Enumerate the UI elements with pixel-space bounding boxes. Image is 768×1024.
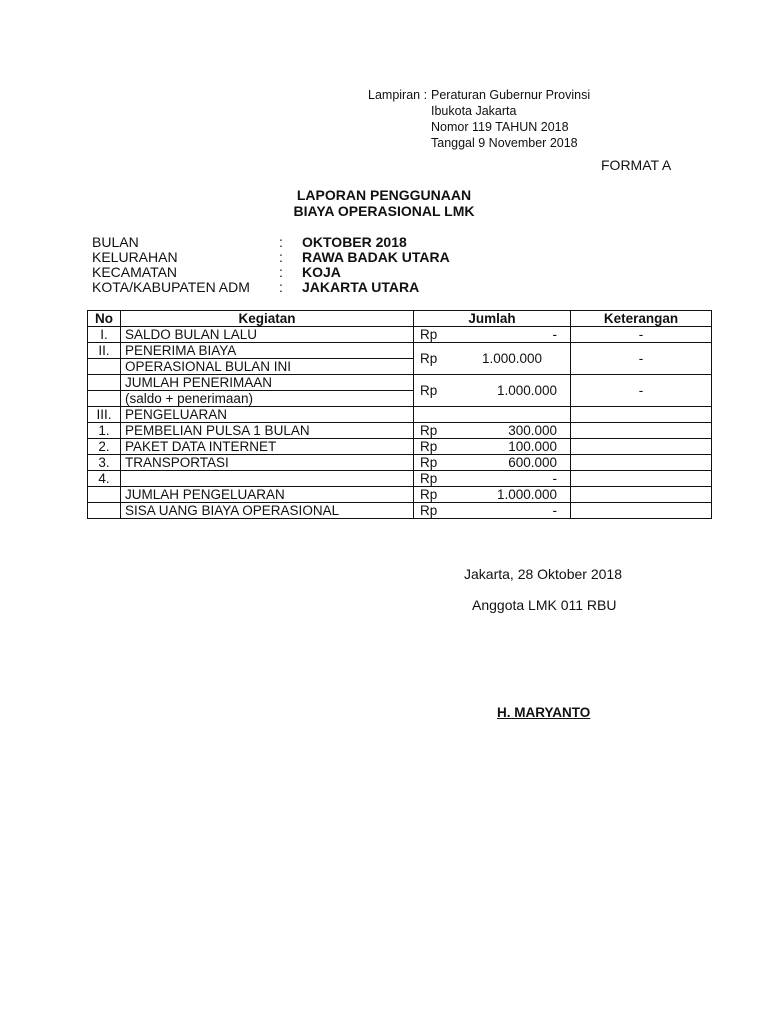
header-jumlah: Jumlah	[414, 311, 571, 327]
currency-label: Rp	[420, 503, 438, 518]
lampiran-line-4: Tanggal 9 November 2018	[431, 136, 578, 150]
amount-value: 1.000.000	[481, 351, 542, 366]
row-jumlah	[414, 487, 571, 503]
row-jumlah	[414, 423, 571, 439]
row-no: II.	[88, 343, 121, 359]
info-label-kelurahan: KELURAHAN	[92, 249, 178, 265]
lampiran-prefix: Lampiran :	[368, 88, 428, 102]
row-keterangan	[571, 455, 712, 471]
currency-label: Rp	[420, 383, 438, 398]
currency-label: Rp	[420, 423, 438, 438]
table-row	[88, 471, 712, 487]
currency-label: Rp	[420, 487, 438, 502]
currency-label: Rp	[420, 351, 438, 366]
row-no	[88, 487, 121, 503]
row-keterangan	[571, 423, 712, 439]
table-row	[88, 439, 712, 455]
header-kegiatan: Kegiatan	[121, 311, 414, 327]
row-jumlah	[414, 343, 571, 375]
row-no: 2.	[88, 439, 121, 455]
currency-label: Rp	[420, 327, 438, 342]
row-kegiatan: PAKET DATA INTERNET	[121, 439, 414, 455]
row-jumlah	[414, 455, 571, 471]
row-keterangan: -	[571, 327, 712, 343]
row-kegiatan: SISA UANG BIAYA OPERASIONAL	[121, 503, 414, 519]
report-title-line-2: BIAYA OPERASIONAL LMK	[293, 203, 475, 219]
row-kegiatan: TRANSPORTASI	[121, 455, 414, 471]
row-kegiatan: JUMLAH PENERIMAAN	[121, 375, 414, 391]
row-keterangan	[571, 471, 712, 487]
amount-value: -	[552, 471, 557, 486]
report-table	[87, 310, 712, 519]
table-row	[88, 375, 712, 391]
amount-value: 300.000	[508, 423, 557, 438]
row-no: I.	[88, 327, 121, 343]
info-colon: :	[279, 249, 283, 265]
signature-place-date: Jakarta, 28 Oktober 2018	[464, 566, 622, 582]
row-kegiatan: PENGELUARAN	[121, 407, 414, 423]
table-row	[88, 327, 712, 343]
row-kegiatan: SALDO BULAN LALU	[121, 327, 414, 343]
lampiran-line-3: Nomor 119 TAHUN 2018	[431, 120, 569, 134]
info-label-kota: KOTA/KABUPATEN ADM	[92, 279, 250, 295]
table-row	[88, 407, 712, 423]
row-no: 3.	[88, 455, 121, 471]
row-kegiatan-cont: (saldo + penerimaan)	[121, 391, 414, 407]
amount-value: -	[552, 503, 557, 518]
row-kegiatan: JUMLAH PENGELUARAN	[121, 487, 414, 503]
info-value-kecamatan: KOJA	[302, 264, 341, 280]
row-jumlah	[414, 407, 571, 423]
info-label-kecamatan: KECAMATAN	[92, 264, 178, 280]
amount-value: 100.000	[508, 439, 557, 454]
row-no: 1.	[88, 423, 121, 439]
row-kegiatan: PENERIMA BIAYA	[121, 343, 414, 359]
row-no	[88, 375, 121, 391]
info-label-bulan: BULAN	[92, 234, 139, 250]
table-row	[88, 487, 712, 503]
info-colon: :	[279, 264, 283, 280]
amount-value: -	[552, 327, 557, 342]
table-row	[88, 423, 712, 439]
table-row	[88, 343, 712, 359]
lampiran-line-1: Peraturan Gubernur Provinsi	[431, 88, 591, 102]
row-keterangan	[571, 503, 712, 519]
row-jumlah	[414, 503, 571, 519]
currency-label: Rp	[420, 471, 438, 486]
row-kegiatan-cont: OPERASIONAL BULAN INI	[121, 359, 414, 375]
table-row	[88, 455, 712, 471]
table-row	[88, 503, 712, 519]
row-no: III.	[88, 407, 121, 423]
lampiran-line-2: Ibukota Jakarta	[431, 104, 517, 118]
info-value-kota: JAKARTA UTARA	[302, 279, 420, 295]
row-jumlah	[414, 439, 571, 455]
row-jumlah	[414, 375, 571, 407]
amount-value: 1.000.000	[496, 383, 557, 398]
info-colon: :	[279, 279, 283, 295]
row-keterangan	[571, 407, 712, 423]
row-keterangan: -	[571, 375, 712, 407]
currency-label: Rp	[420, 439, 438, 454]
info-colon: :	[279, 234, 283, 250]
info-value-bulan: OKTOBER 2018	[302, 234, 407, 250]
row-no	[88, 391, 121, 407]
row-kegiatan	[121, 471, 414, 487]
row-kegiatan: PEMBELIAN PULSA 1 BULAN	[121, 423, 414, 439]
row-no	[88, 503, 121, 519]
row-jumlah	[414, 327, 571, 343]
row-no: 4.	[88, 471, 121, 487]
header-keterangan: Keterangan	[571, 311, 712, 327]
row-jumlah	[414, 471, 571, 487]
info-value-kelurahan: RAWA BADAK UTARA	[302, 249, 450, 265]
signature-role: Anggota LMK 011 RBU	[472, 597, 617, 613]
amount-value: 1.000.000	[496, 487, 557, 502]
row-keterangan	[571, 439, 712, 455]
row-no	[88, 359, 121, 375]
table-header-row	[88, 311, 712, 327]
row-keterangan: -	[571, 343, 712, 375]
currency-label: Rp	[420, 455, 438, 470]
amount-value: 600.000	[508, 455, 557, 470]
signature-name: H. MARYANTO	[497, 705, 591, 720]
header-no: No	[88, 311, 121, 327]
row-keterangan	[571, 487, 712, 503]
format-label: FORMAT A	[601, 157, 672, 173]
report-title-line-1: LAPORAN PENGGUNAAN	[296, 187, 472, 203]
